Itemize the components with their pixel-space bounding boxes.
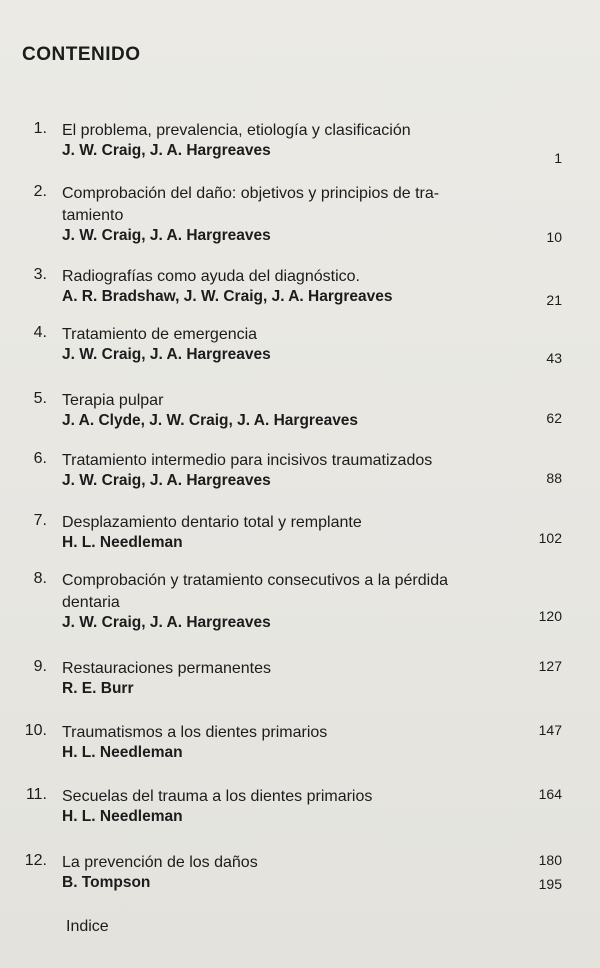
chapter-number: 1.: [33, 120, 47, 137]
chapter-page-number: 180: [538, 852, 562, 868]
chapter-page-number: 10: [546, 229, 562, 245]
chapter-title-line: tamiento: [62, 207, 124, 224]
chapter-authors: J. W. Craig, J. A. Hargreaves: [62, 142, 271, 159]
chapter-number: 7.: [33, 512, 47, 529]
chapter-authors: J. W. Craig, J. A. Hargreaves: [62, 472, 271, 489]
chapter-title-line: La prevención de los daños: [62, 854, 258, 871]
chapter-page-number: 147: [538, 722, 562, 738]
chapter-authors: J. A. Clyde, J. W. Craig, J. A. Hargreaves: [62, 412, 359, 429]
chapter-number: 12.: [24, 852, 47, 869]
chapter-authors: R. E. Burr: [62, 680, 134, 697]
chapter-number: 9.: [33, 658, 47, 675]
chapter-title-line: dentaria: [62, 594, 120, 611]
chapter-title-line: Traumatismos a los dientes primarios: [62, 724, 328, 741]
chapter-title: [62, 183, 502, 227]
chapter-authors: A. R. Bradshaw, J. W. Craig, J. A. Hargreaves: [62, 288, 393, 305]
chapter-authors: H. L. Needleman: [62, 534, 183, 551]
chapter-number: 5.: [33, 390, 47, 407]
chapter-authors: J. W. Craig, J. A. Hargreaves: [62, 227, 271, 244]
chapter-title-line: Tratamiento de emergencia: [62, 326, 258, 343]
chapter-title-line: Restauraciones permanentes: [62, 660, 272, 677]
chapter-authors: J. W. Craig, J. A. Hargreaves: [62, 614, 271, 631]
chapter-page-number: 43: [546, 350, 562, 366]
chapter-number: 2.: [33, 183, 47, 200]
chapter-number: 3.: [33, 266, 47, 283]
chapter-title: [62, 324, 502, 346]
chapter-number: 8.: [33, 570, 47, 587]
chapter-title-line: Comprobación del daño: objetivos y principios de tra-: [62, 185, 440, 202]
chapter-authors: J. W. Craig, J. A. Hargreaves: [62, 346, 271, 363]
chapter-page-number: 127: [538, 658, 562, 674]
chapter-title-line: Radiografías como ayuda del diagnóstico.: [62, 268, 360, 285]
chapter-title: [62, 266, 502, 288]
chapter-title-line: Tratamiento intermedio para incisivos traumatizados: [62, 452, 433, 469]
chapter-number: 6.: [33, 450, 47, 467]
chapter-title: [62, 658, 502, 680]
chapter-page-number: 62: [546, 410, 562, 426]
chapter-title: [62, 722, 502, 744]
chapter-title: [62, 570, 502, 614]
chapter-page-number: 102: [538, 530, 562, 546]
chapter-title: [62, 390, 502, 412]
chapter-title-line: Terapia pulpar: [62, 392, 164, 409]
chapter-number: 10.: [24, 722, 47, 739]
chapter-page-number: 21: [546, 292, 562, 308]
chapter-title-line: El problema, prevalencia, etiología y clasificación: [62, 122, 411, 139]
chapter-page-number: 120: [538, 608, 562, 624]
chapter-page-number: 88: [546, 470, 562, 486]
chapter-page-number: 164: [538, 786, 562, 802]
chapter-title: [62, 512, 502, 534]
index-page-number: 195: [538, 876, 562, 892]
chapter-authors: B. Tompson: [62, 874, 151, 891]
chapter-number: 11.: [25, 786, 47, 803]
chapter-authors: H. L. Needleman: [62, 744, 183, 761]
chapter-title-line: Comprobación y tratamiento consecutivos a la pérdida: [62, 572, 448, 589]
chapter-number: 4.: [33, 324, 47, 341]
chapter-title: [62, 450, 502, 472]
chapter-title-line: Desplazamiento dentario total y remplante: [62, 514, 362, 531]
chapter-title: [62, 852, 502, 874]
chapter-title-line: Secuelas del trauma a los dientes primarios: [62, 788, 373, 805]
chapter-authors: H. L. Needleman: [62, 808, 183, 825]
chapter-page-number: 1: [554, 150, 562, 166]
page-title: CONTENIDO: [22, 44, 141, 65]
chapter-title: [62, 786, 502, 808]
index-label: Indice: [66, 918, 109, 935]
chapter-title: [62, 120, 502, 142]
